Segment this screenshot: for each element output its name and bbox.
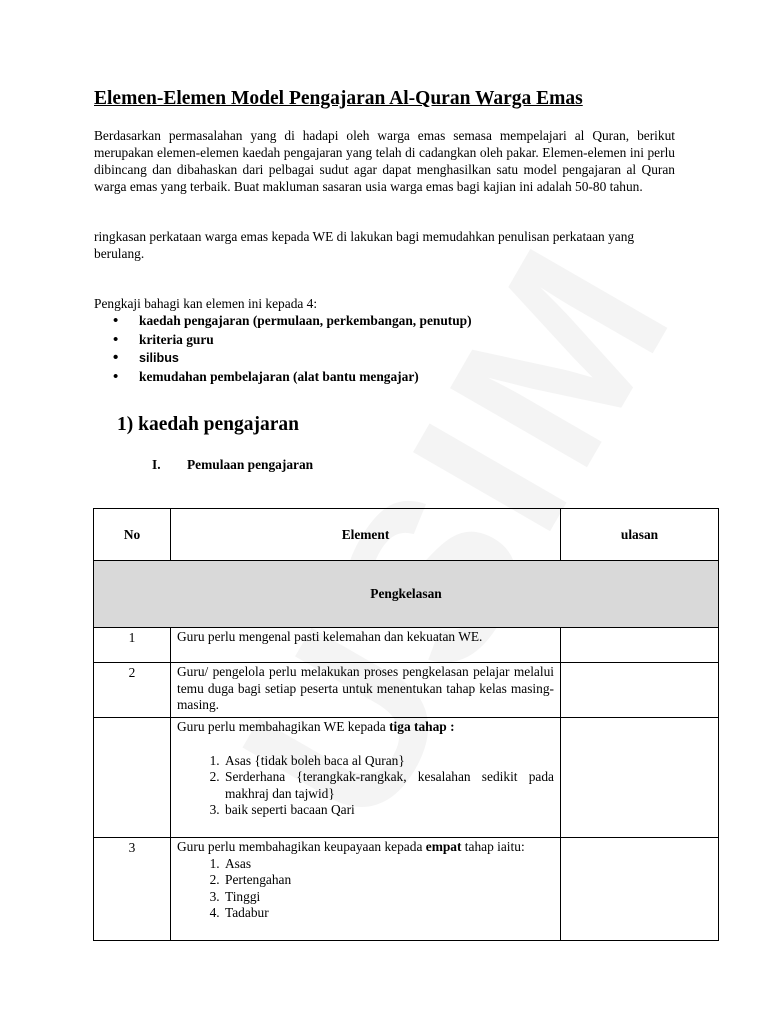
list-item: • silibus [113, 349, 472, 368]
header-no: No [94, 509, 171, 561]
row-text: Guru perlu membahagikan keupayaan kepada [177, 839, 426, 854]
row-review [561, 718, 719, 838]
row-text-after: tahap iaitu: [461, 839, 525, 854]
row-review [561, 628, 719, 663]
row-text: Guru perlu membahagikan WE kepada [177, 719, 390, 734]
intro-paragraph: Berdasarkan permasalahan yang di hadapi oleh warga emas semasa mempelajari al Quran, berikut merupakan elemen-elemen kaedah pengajaran yang telah di cadangkan oleh pakar. Elemen-elemen ini perlu dibincang dan dibahaskan dari pelbagai sudut agar dapat menghasilkan satu model pengajaran al Quran warga emas yang terbaik. Buat makluman sasaran usia warga emas bagi kajian ini adalah 50-80 tahun. [94, 128, 675, 194]
row-element: Guru/ pengelola perlu melakukan proses pengkelasan pelajar melalui temu duga bagi setiap peserta untuk menentukan tahap kelas masing-masing. [171, 663, 561, 718]
row-number: 1 [94, 628, 171, 663]
list-item: 2. Serderhana {terangkak-rangkak, kesalahan sedikit pada makhraj dan tajwid} [223, 769, 554, 802]
header-element: Element [171, 509, 561, 561]
group-row [94, 561, 719, 628]
list-item: • kriteria guru [113, 331, 472, 350]
list-item: 3. Tinggi [223, 889, 554, 906]
header-review: ulasan [561, 509, 719, 561]
row-element: Guru perlu mengenal pasti kelemahan dan kekuatan WE. [171, 628, 561, 663]
row-review [561, 838, 719, 941]
row-text-bold: tiga tahap : [389, 719, 455, 734]
row-number: 2 [94, 663, 171, 718]
table-header-row [94, 509, 719, 561]
row-element [171, 718, 561, 838]
list-item: • kemudahan pembelajaran (alat bantu mengajar) [113, 368, 472, 387]
table-row [94, 663, 719, 718]
ability-list [177, 856, 554, 922]
list-item: 4. Tadabur [223, 905, 554, 922]
elements-list [113, 312, 472, 386]
list-item: 3. baik seperti bacaan Qari [223, 802, 554, 819]
table-row [94, 718, 719, 838]
group-label: Pengkelasan [94, 561, 719, 628]
table-row [94, 838, 719, 941]
elements-table [93, 508, 719, 941]
section-heading: 1) kaedah pengajaran [117, 414, 300, 435]
list-item: 2. Pertengahan [223, 872, 554, 889]
level-list [177, 753, 554, 819]
list-item: • kaedah pengajaran (permulaan, perkembangan, penutup) [113, 312, 472, 331]
subsection-numeral: I. [152, 457, 161, 472]
list-item: 1. Asas [223, 856, 554, 873]
document-title: Elemen-Elemen Model Pengajaran Al-Quran Warga Emas [94, 88, 583, 109]
row-review [561, 663, 719, 718]
list-item: 1. Asas {tidak boleh baca al Quran} [223, 753, 554, 770]
elements-intro: Pengkaji bahagi kan elemen ini kepada 4: [94, 296, 318, 311]
subsection-title: Pemulaan pengajaran [187, 457, 314, 472]
row-element [171, 838, 561, 941]
row-number [94, 718, 171, 838]
abbreviation-note: ringkasan perkataan warga emas kepada WE di lakukan bagi memudahkan penulisan perkataan yang berulang. [94, 229, 635, 261]
row-number: 3 [94, 838, 171, 941]
table-row [94, 628, 719, 663]
row-text-bold: empat [425, 839, 462, 854]
